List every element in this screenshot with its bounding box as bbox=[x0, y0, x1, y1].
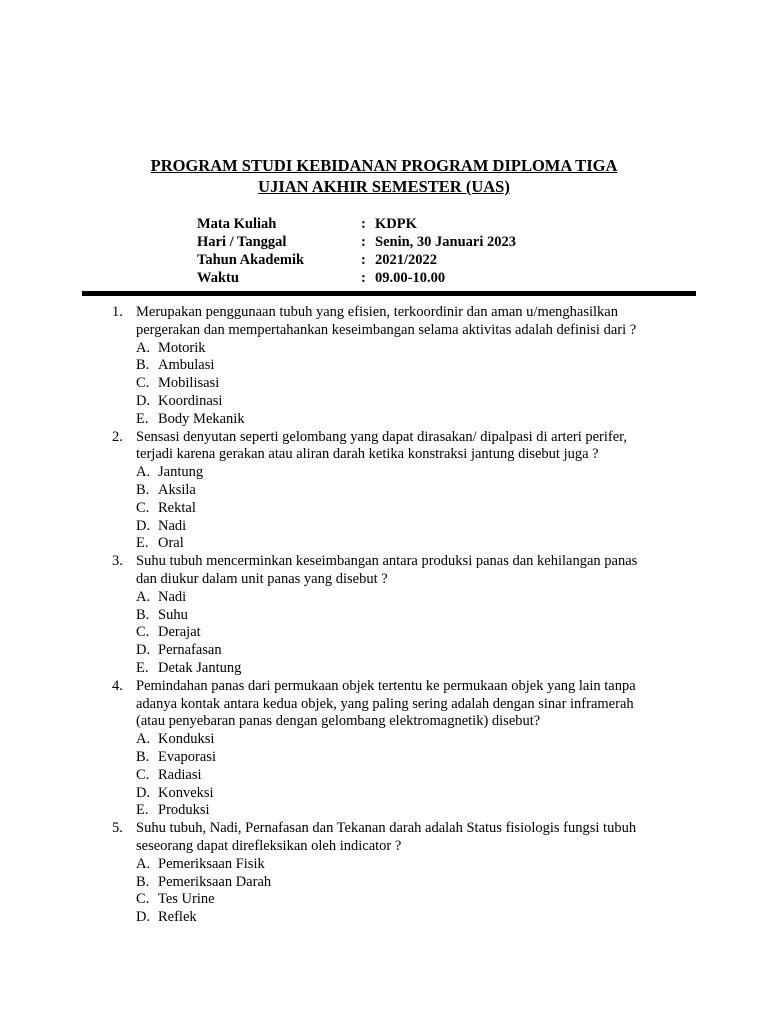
question-number: 4. bbox=[112, 677, 123, 694]
option-text: Jantung bbox=[158, 464, 204, 481]
answer-option bbox=[136, 500, 672, 518]
info-colon: : bbox=[361, 216, 366, 232]
answer-option bbox=[136, 589, 672, 607]
question-line: pergerakan dan mempertahankan keseimbangan selama aktivitas adalah definisi dari ? bbox=[136, 321, 637, 338]
option-text: Body Mekanik bbox=[158, 410, 245, 427]
answer-option bbox=[136, 660, 672, 678]
option-text: Motorik bbox=[158, 339, 206, 356]
info-value: KDPK bbox=[375, 216, 417, 232]
question-number: 3. bbox=[112, 553, 123, 570]
option-text: Nadi bbox=[158, 588, 187, 605]
option-text: Koordinasi bbox=[158, 392, 223, 409]
question-2 bbox=[112, 429, 672, 554]
option-letter: D. bbox=[136, 642, 151, 659]
header-divider bbox=[82, 291, 696, 296]
answer-option bbox=[136, 731, 672, 749]
option-text: Rektal bbox=[158, 499, 196, 516]
question-line: (atau penyebaran panas dengan gelombang elektromagnetik) disebut? bbox=[136, 713, 541, 730]
question-text bbox=[136, 553, 672, 589]
option-letter: E. bbox=[136, 659, 149, 676]
question-text bbox=[136, 678, 672, 731]
option-text: Pernafasan bbox=[158, 642, 222, 659]
question-line: Pemindahan panas dari permukaan objek tertentu ke permukaan objek yang lain tanpa bbox=[136, 677, 636, 694]
option-letter: B. bbox=[136, 481, 150, 498]
info-label: Waktu bbox=[197, 270, 239, 286]
option-text: Aksila bbox=[158, 481, 196, 498]
option-letter: A. bbox=[136, 339, 151, 356]
question-4 bbox=[112, 678, 672, 820]
info-label: Hari / Tanggal bbox=[197, 234, 287, 250]
answer-option bbox=[136, 909, 672, 927]
info-label: Mata Kuliah bbox=[197, 216, 277, 232]
option-letter: C. bbox=[136, 375, 150, 392]
option-letter: A. bbox=[136, 588, 151, 605]
answer-option bbox=[136, 874, 672, 892]
option-text: Oral bbox=[158, 535, 184, 552]
answer-option bbox=[136, 340, 672, 358]
answer-option bbox=[136, 411, 672, 429]
info-colon: : bbox=[361, 234, 366, 250]
answer-option bbox=[136, 856, 672, 874]
option-letter: B. bbox=[136, 748, 150, 765]
answer-option bbox=[136, 607, 672, 625]
question-number: 5. bbox=[112, 820, 123, 837]
info-colon: : bbox=[361, 270, 366, 286]
option-letter: B. bbox=[136, 873, 150, 890]
info-value: 2021/2022 bbox=[375, 252, 438, 268]
answer-option bbox=[136, 642, 672, 660]
question-line: adanya kontak antara kedua objek, yang paling sering adalah dengan sinar inframerah bbox=[136, 695, 634, 712]
option-text: Ambulasi bbox=[158, 357, 215, 374]
option-text: Derajat bbox=[158, 624, 201, 641]
answer-option bbox=[136, 375, 672, 393]
question-number: 1. bbox=[112, 304, 123, 320]
exam-info-block bbox=[197, 215, 597, 287]
answer-option bbox=[136, 518, 672, 536]
option-text: Detak Jantung bbox=[158, 659, 242, 676]
exam-title: UJIAN AKHIR SEMESTER (UAS) bbox=[258, 177, 510, 196]
question-list bbox=[112, 304, 672, 927]
option-text: Radiasi bbox=[158, 766, 202, 783]
info-row-time bbox=[197, 269, 597, 287]
info-label: Tahun Akademik bbox=[197, 252, 305, 268]
info-row-academic-year bbox=[197, 251, 597, 269]
option-letter: A. bbox=[136, 464, 151, 481]
option-text: Mobilisasi bbox=[158, 375, 220, 392]
option-text: Evaporasi bbox=[158, 748, 216, 765]
answer-option bbox=[136, 767, 672, 785]
option-letter: D. bbox=[136, 392, 151, 409]
option-letter: B. bbox=[136, 606, 150, 623]
answer-option bbox=[136, 891, 672, 909]
option-letter: B. bbox=[136, 357, 150, 374]
option-letter: D. bbox=[136, 517, 151, 534]
option-letter: E. bbox=[136, 410, 149, 427]
question-text bbox=[136, 304, 672, 340]
program-title: PROGRAM STUDI KEBIDANAN PROGRAM DIPLOMA TIGA bbox=[150, 156, 618, 175]
option-text: Konduksi bbox=[158, 731, 215, 748]
option-letter: D. bbox=[136, 784, 151, 801]
answer-option bbox=[136, 749, 672, 767]
question-line: Sensasi denyutan seperti gelombang yang dapat dirasakan/ dipalpasi di arteri perifer, bbox=[136, 428, 628, 445]
option-text: Pemeriksaan Fisik bbox=[158, 855, 265, 872]
question-line: Suhu tubuh mencerminkan keseimbangan antara produksi panas dan kehilangan panas bbox=[136, 553, 638, 570]
answer-option bbox=[136, 802, 672, 820]
info-value: Senin, 30 Januari 2023 bbox=[375, 234, 516, 250]
option-text: Konveksi bbox=[158, 784, 214, 801]
question-text bbox=[136, 820, 672, 856]
question-1 bbox=[112, 304, 672, 429]
option-letter: A. bbox=[136, 731, 151, 748]
info-colon: : bbox=[361, 252, 366, 268]
answer-option bbox=[136, 464, 672, 482]
answer-option bbox=[136, 785, 672, 803]
question-line: dan diukur dalam unit panas yang disebut ? bbox=[136, 570, 388, 587]
info-row-date bbox=[197, 233, 597, 251]
question-line: Merupakan penggunaan tubuh yang efisien, terkoordinir dan aman u/menghasilkan bbox=[136, 304, 618, 320]
option-letter: C. bbox=[136, 891, 150, 908]
option-letter: C. bbox=[136, 624, 150, 641]
option-letter: E. bbox=[136, 535, 149, 552]
option-letter: C. bbox=[136, 499, 150, 516]
answer-option bbox=[136, 393, 672, 411]
info-value: 09.00-10.00 bbox=[375, 270, 446, 286]
question-5 bbox=[112, 820, 672, 927]
option-text: Nadi bbox=[158, 517, 187, 534]
option-text: Tes Urine bbox=[158, 891, 215, 908]
option-letter: D. bbox=[136, 909, 151, 926]
option-letter: C. bbox=[136, 766, 150, 783]
question-line: terjadi karena gerakan atau aliran darah ketika konstraksi jantung disebut juga ? bbox=[136, 446, 599, 463]
question-3 bbox=[112, 553, 672, 678]
answer-option bbox=[136, 482, 672, 500]
option-text: Pemeriksaan Darah bbox=[158, 873, 272, 890]
question-number: 2. bbox=[112, 428, 123, 445]
question-line: Suhu tubuh, Nadi, Pernafasan dan Tekanan darah adalah Status fisiologis fungsi tubuh bbox=[136, 820, 637, 837]
option-letter: E. bbox=[136, 802, 149, 819]
option-letter: A. bbox=[136, 855, 151, 872]
answer-option bbox=[136, 535, 672, 553]
option-text: Reflek bbox=[158, 909, 197, 926]
question-text bbox=[136, 429, 672, 465]
option-text: Produksi bbox=[158, 802, 210, 819]
option-text: Suhu bbox=[158, 606, 188, 623]
answer-option bbox=[136, 357, 672, 375]
info-row-course bbox=[197, 215, 597, 233]
answer-option bbox=[136, 624, 672, 642]
question-line: seseorang dapat direfleksikan oleh indicator ? bbox=[136, 837, 402, 854]
